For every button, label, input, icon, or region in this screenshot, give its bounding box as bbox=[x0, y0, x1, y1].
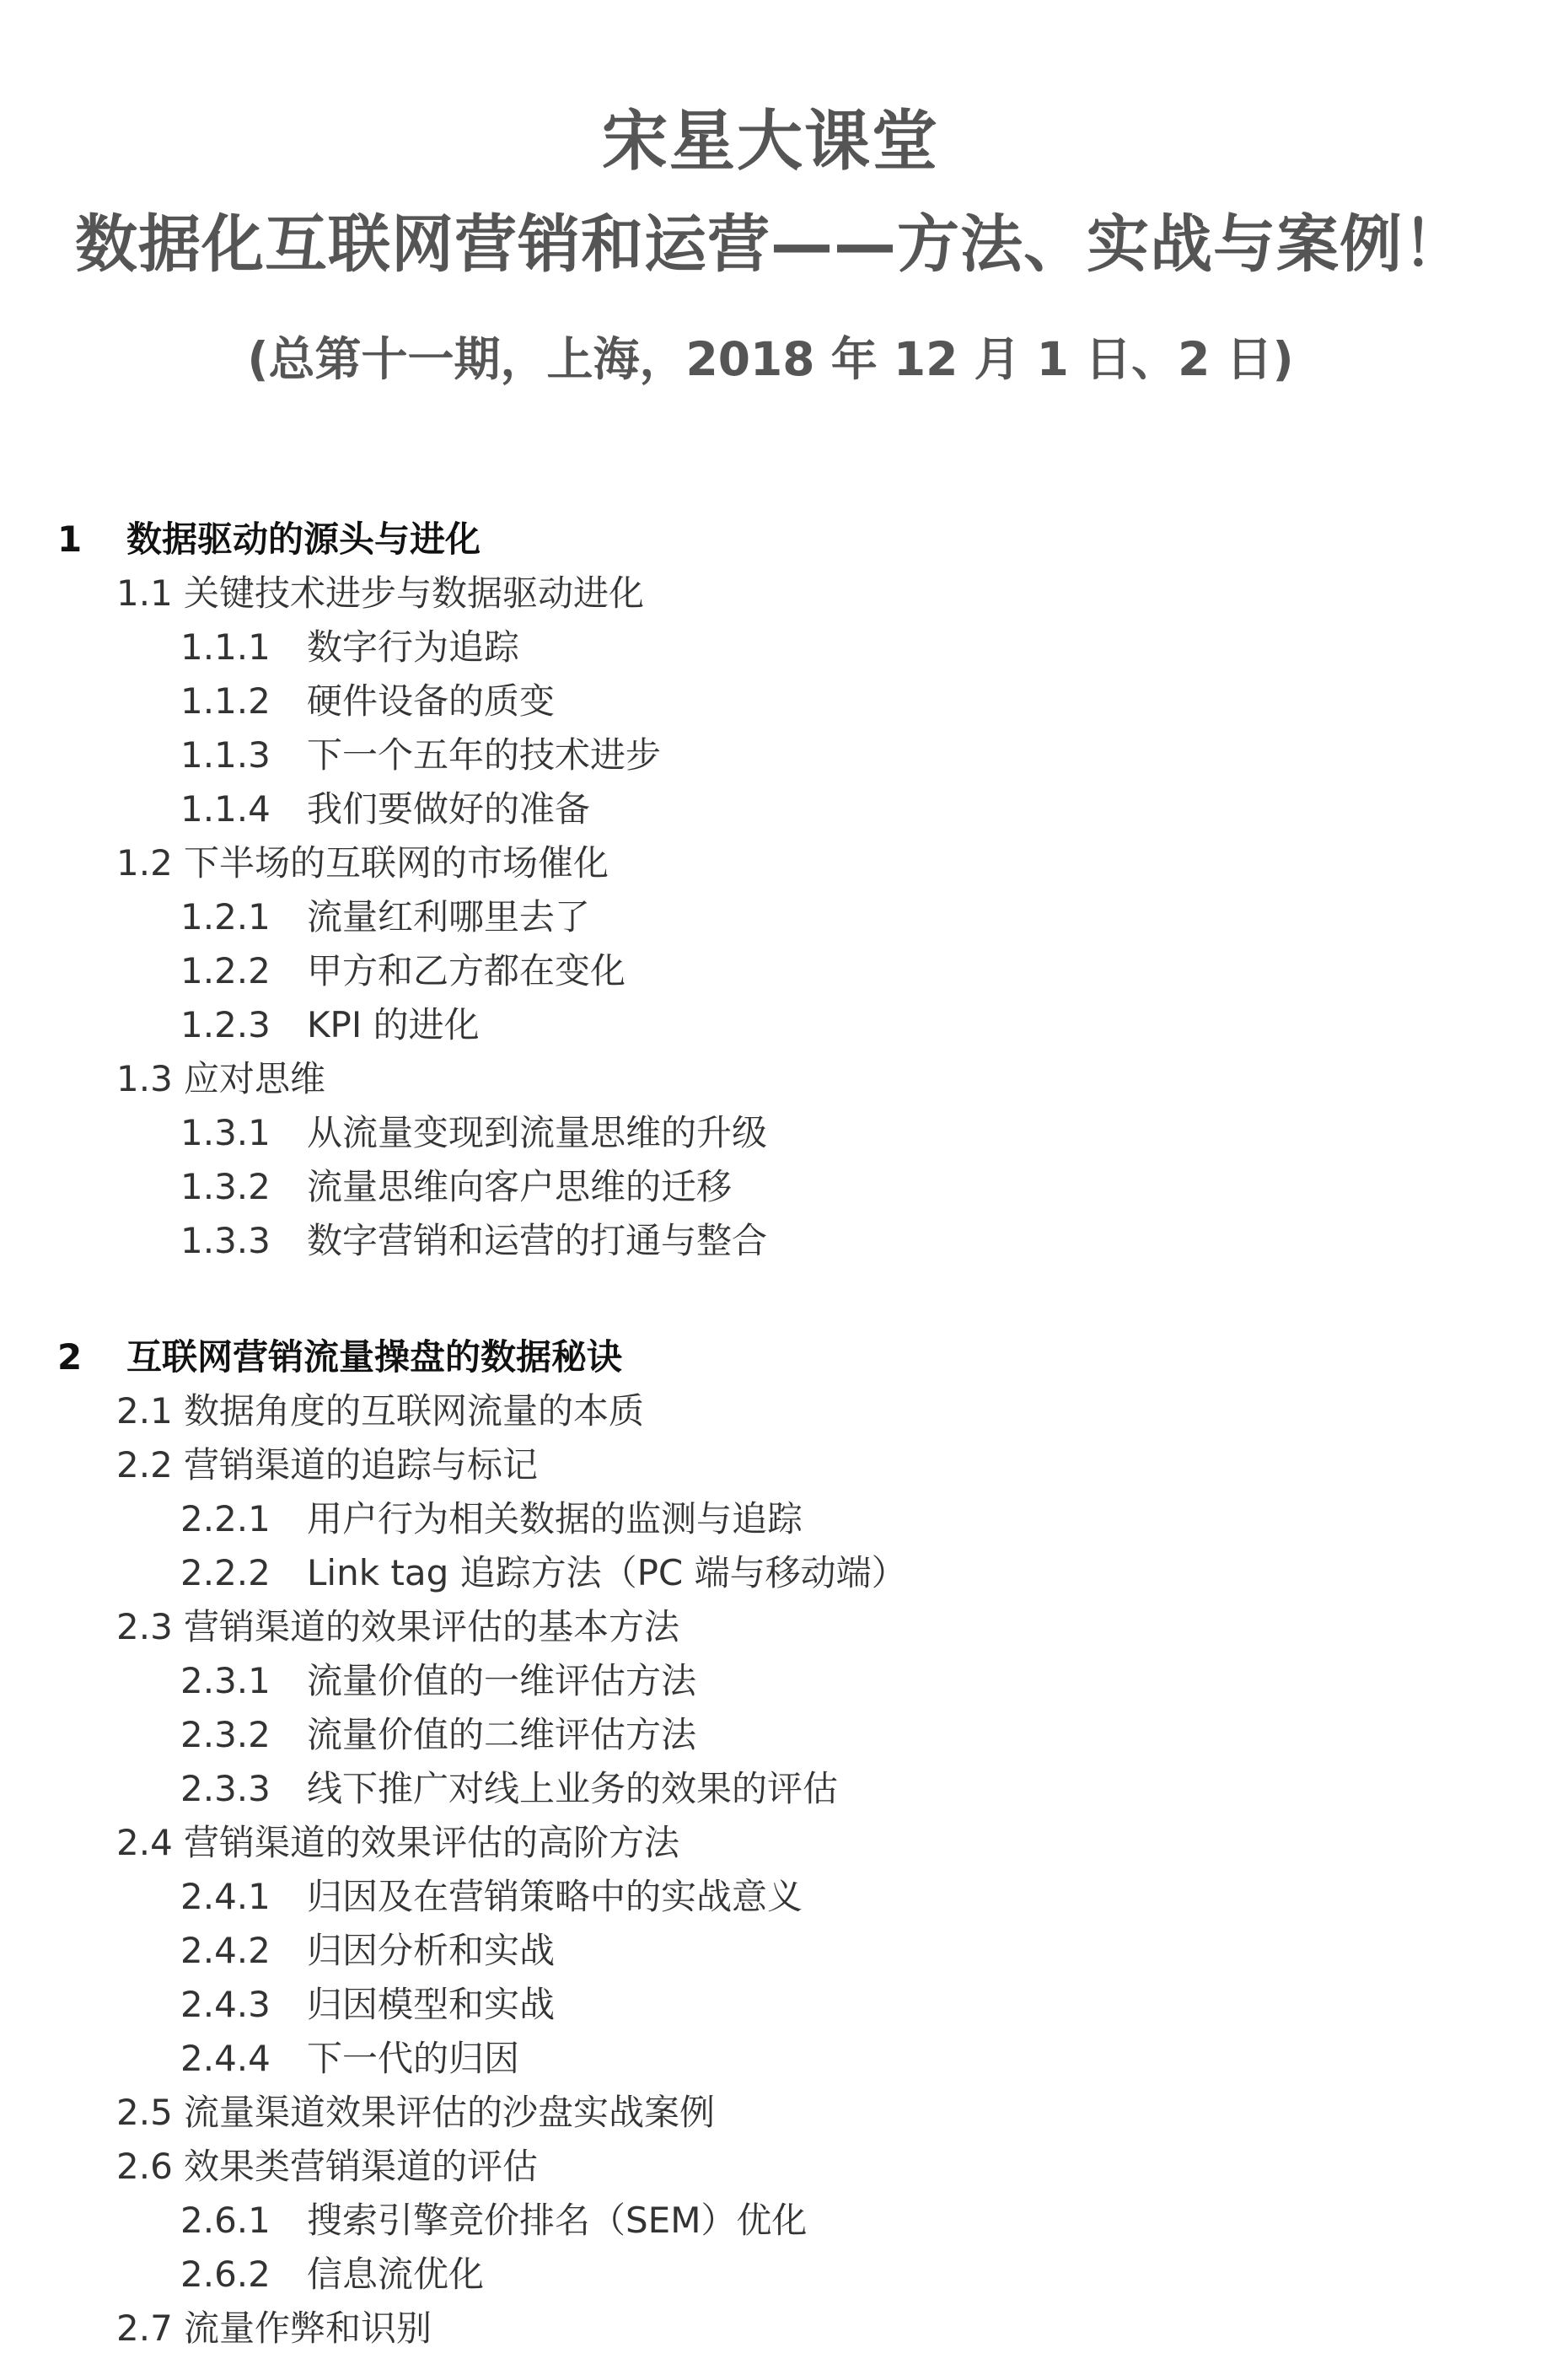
toc-text: 流量思维向客户思维的迁移 bbox=[307, 1166, 733, 1207]
toc-text: 我们要做好的准备 bbox=[307, 788, 591, 830]
toc-text: 流量价值的二维评估方法 bbox=[307, 1714, 697, 1755]
toc-number: 2.4 bbox=[116, 1822, 173, 1863]
toc-text: 数据驱动的源头与进化 bbox=[126, 518, 481, 560]
toc-text: 下半场的互联网的市场催化 bbox=[184, 842, 609, 884]
toc-number: 1.2.3 bbox=[180, 1004, 271, 1045]
toc-text: 从流量变现到流量思维的升级 bbox=[307, 1112, 768, 1153]
toc-text: 下一代的归因 bbox=[307, 2038, 520, 2079]
toc-number: 2.5 bbox=[116, 2092, 173, 2133]
toc-text: 数字营销和运营的打通与整合 bbox=[307, 1220, 768, 1261]
toc-text: 营销渠道的效果评估的基本方法 bbox=[184, 1606, 680, 1647]
toc-text: 流量作弊和识别 bbox=[184, 2307, 432, 2349]
toc-number: 2.1 bbox=[116, 1390, 173, 1432]
toc-number: 2.2.1 bbox=[180, 1498, 271, 1539]
toc-number: 1.1.2 bbox=[180, 680, 271, 722]
toc-number: 1.1.3 bbox=[180, 734, 271, 776]
toc-number: 1 bbox=[57, 518, 83, 560]
toc-number: 2.3.1 bbox=[180, 1660, 271, 1701]
course-subtitle: 数据化互联网营销和运营——方法、实战与案例！ bbox=[75, 208, 1466, 281]
toc-number: 2.4.1 bbox=[180, 1876, 271, 1917]
toc-number: 1.2.1 bbox=[180, 896, 271, 937]
toc-text: 关键技术进步与数据驱动进化 bbox=[184, 572, 645, 614]
toc-number: 2.4.3 bbox=[180, 1984, 271, 2025]
toc-number: 1.2.2 bbox=[180, 950, 271, 991]
toc-number: 1.3 bbox=[116, 1058, 173, 1099]
toc-text: 数字行为追踪 bbox=[307, 626, 520, 668]
toc-number: 2.3.2 bbox=[180, 1714, 271, 1755]
toc-number: 2.6.1 bbox=[180, 2200, 271, 2241]
toc-text: 信息流优化 bbox=[307, 2254, 485, 2295]
toc-number: 2.3 bbox=[116, 1606, 173, 1647]
toc-number: 1.1.4 bbox=[180, 788, 271, 830]
toc-text: 下一个五年的技术进步 bbox=[307, 734, 662, 776]
toc-text: 效果类营销渠道的评估 bbox=[184, 2146, 539, 2187]
toc-number: 1.3.2 bbox=[180, 1166, 271, 1207]
toc-number: 1.1.1 bbox=[180, 626, 271, 668]
toc-text: 线下推广对线上业务的效果的评估 bbox=[307, 1768, 839, 1809]
toc-number: 2.4.2 bbox=[180, 1930, 271, 1971]
toc-text: 归因分析和实战 bbox=[307, 1930, 556, 1971]
toc-text: 互联网营销流量操盘的数据秘诀 bbox=[126, 1336, 623, 1378]
toc-text: 数据角度的互联网流量的本质 bbox=[184, 1390, 645, 1432]
toc-text: 应对思维 bbox=[184, 1058, 326, 1099]
toc-number: 2.3.3 bbox=[180, 1768, 271, 1809]
toc-number: 2.6.2 bbox=[180, 2254, 271, 2295]
toc-number: 2.2 bbox=[116, 1444, 173, 1485]
toc-number: 2.7 bbox=[116, 2307, 173, 2349]
course-title: 宋星大课堂 bbox=[601, 104, 939, 180]
toc-number: 2.6 bbox=[116, 2146, 173, 2187]
toc-text: 搜索引擎竞价排名（SEM）优化 bbox=[307, 2200, 808, 2241]
toc-text: 甲方和乙方都在变化 bbox=[307, 950, 626, 991]
toc-text: 流量红利哪里去了 bbox=[307, 896, 591, 937]
toc-text: 流量价值的一维评估方法 bbox=[307, 1660, 697, 1701]
toc-number: 1.2 bbox=[116, 842, 173, 884]
toc-number: 2.2.2 bbox=[180, 1552, 271, 1593]
toc-number: 1.1 bbox=[116, 572, 173, 614]
toc-text: 营销渠道的追踪与标记 bbox=[184, 1444, 539, 1485]
toc-text: 营销渠道的效果评估的高阶方法 bbox=[184, 1822, 680, 1863]
toc-text: Link tag 追踪方法（PC 端与移动端） bbox=[307, 1552, 907, 1593]
toc-text: 归因模型和实战 bbox=[307, 1984, 556, 2025]
session-info: (总第十一期，上海，2018 年 12 月 1 日、2 日) bbox=[247, 332, 1294, 386]
toc-number: 2.4.4 bbox=[180, 2038, 271, 2079]
toc-text: KPI 的进化 bbox=[307, 1004, 480, 1045]
toc-number: 1.3.1 bbox=[180, 1112, 271, 1153]
toc-number: 2 bbox=[57, 1336, 83, 1378]
toc-text: 流量渠道效果评估的沙盘实战案例 bbox=[184, 2092, 716, 2133]
toc-number: 1.3.3 bbox=[180, 1220, 271, 1261]
toc-text: 用户行为相关数据的监测与追踪 bbox=[307, 1498, 803, 1539]
toc-text: 硬件设备的质变 bbox=[307, 680, 556, 722]
toc-text: 归因及在营销策略中的实战意义 bbox=[307, 1876, 803, 1917]
